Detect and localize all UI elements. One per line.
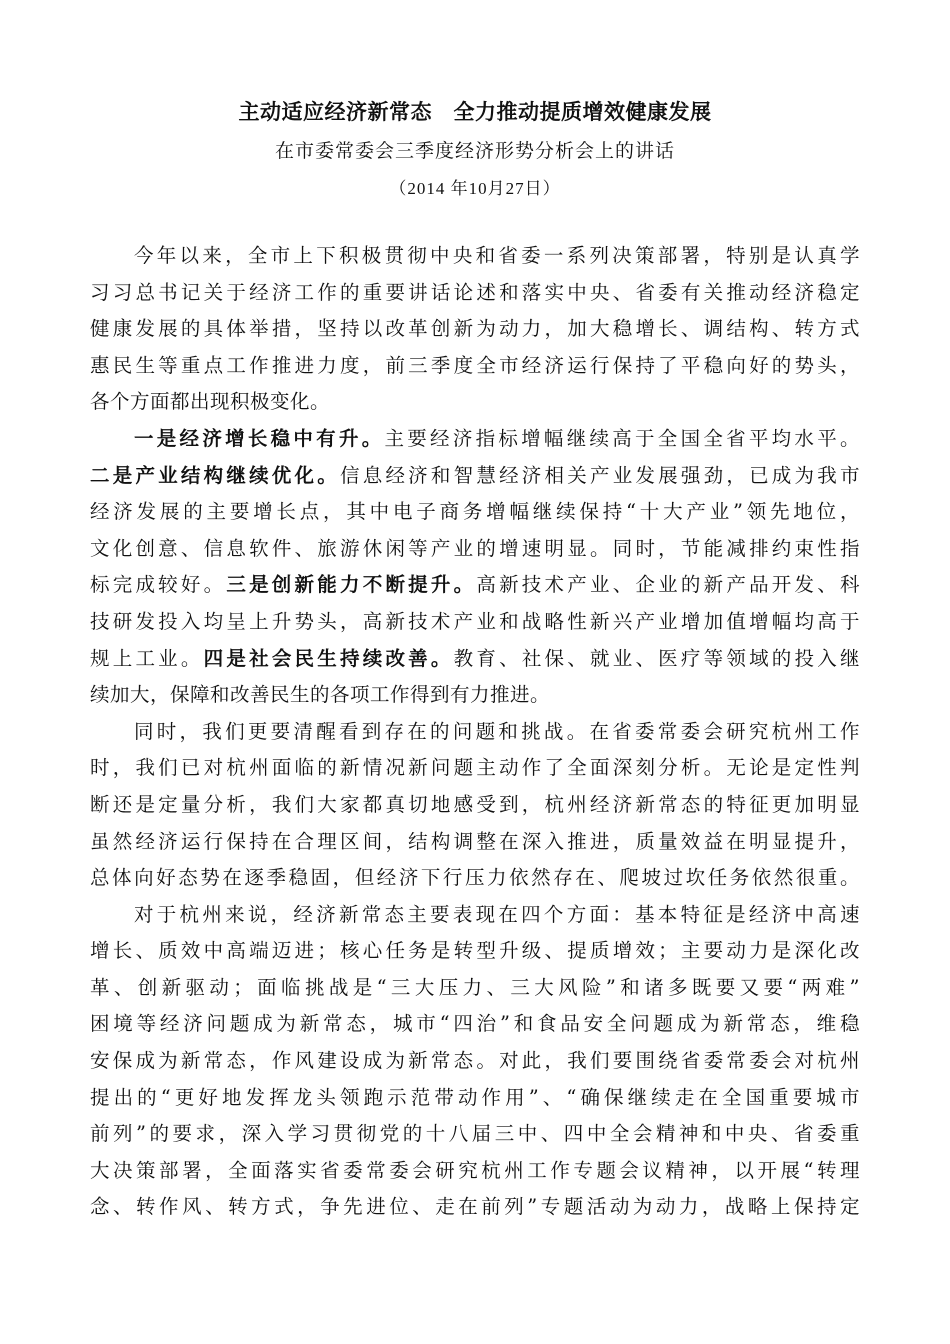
highlight-structure: 二是产业结构继续优化。 [90, 463, 340, 487]
highlight-growth: 一是经济增长稳中有升。 [134, 426, 385, 450]
paragraph-3-line: 总体向好态势在逐季稳固，但经济下行压力依然存在、爬坡过坎任务依然很重。 [90, 866, 860, 890]
paragraph-text: 标完成较好。 [90, 573, 227, 597]
paragraph-text: 主要经济指标增幅继续高于全国全省平均水平。 [384, 426, 860, 450]
paragraph-3-line: 同时，我们更要清醒看到存在的问题和挑战。在省委常委会研究杭州工作 [134, 719, 860, 743]
paragraph-3-line: 断还是定量分析，我们大家都真切地感受到，杭州经济新常态的特征更加明显 [90, 792, 860, 816]
document-subtitle: 在市委常委会三季度经济形势分析会上的讲话 [274, 140, 675, 162]
paragraph-2-line: 技研发投入均呈上升势头，高新技术产业和战略性新兴产业增加值增幅均高于 [90, 609, 860, 633]
paragraph-2-line: 经济发展的主要增长点，其中电子商务增幅继续保持“十大产业”领先地位， [90, 500, 860, 524]
paragraph-2-line [90, 567, 860, 604]
paragraph-1-line: 各个方面都出现积极变化。 [90, 390, 331, 414]
paragraph-4-line: 前列”的要求，深入学习贯彻党的十八届三中、四中全会精神和中央、省委重 [90, 1122, 860, 1146]
paragraph-4-line: 提出的“更好地发挥龙头领跑示范带动作用”、“确保继续走在全国重要城市 [90, 1085, 860, 1109]
paragraph-2-line: 续加大，保障和改善民生的各项工作得到有力推进。 [90, 683, 551, 707]
paragraph-4-line: 革、创新驱动；面临挑战是“三大压力、三大风险”和诸多既要又要“两难” [90, 975, 860, 999]
document-title: 主动适应经济新常态 全力推动提质增效健康发展 [238, 100, 712, 124]
paragraph-text: 规上工业。 [90, 646, 204, 670]
paragraph-text: 教育、社保、就业、医疗等领域的投入继 [453, 646, 860, 670]
document-date: （2014 年10月27日） [389, 179, 561, 198]
paragraph-text: 信息经济和智慧经济相关产业发展强劲，已成为我市 [340, 463, 860, 487]
paragraph-1-line: 健康发展的具体举措，坚持以改革创新为动力，加大稳增长、调结构、转方式 [90, 317, 860, 341]
paragraph-1-line: 习习总书记关于经济工作的重要讲话论述和落实中央、省委有关推动经济稳定 [90, 280, 860, 304]
paragraph-2-line [90, 458, 860, 495]
paragraph-3-line: 时，我们已对杭州面临的新情况新问题主动作了全面深刻分析。无论是定性判 [90, 756, 860, 780]
paragraph-4-line: 增长、质效中高端迈进；核心任务是转型升级、提质增效；主要动力是深化改 [90, 939, 860, 963]
paragraph-2-line [90, 421, 860, 458]
paragraph-4-line: 大决策部署，全面落实省委常委会研究杭州工作专题会议精神，以开展“转理 [90, 1158, 860, 1182]
paragraph-text: 高新技术产业、企业的新产品开发、科 [476, 573, 860, 597]
highlight-livelihood: 四是社会民生持续改善。 [203, 646, 454, 670]
paragraph-4-line: 对于杭州来说，经济新常态主要表现在四个方面：基本特征是经济中高速 [134, 902, 860, 926]
paragraph-3-line: 虽然经济运行保持在合理区间，结构调整在深入推进，质量效益在明显提升， [90, 829, 860, 853]
paragraph-2-line: 文化创意、信息软件、旅游休闲等产业的增速明显。同时，节能减排约束性指 [90, 536, 860, 560]
document-body [90, 238, 860, 1226]
paragraph-4-line: 安保成为新常态，作风建设成为新常态。对此，我们要围绕省委常委会对杭州 [90, 1049, 860, 1073]
paragraph-4-line: 念、转作风、转方式，争先进位、走在前列”专题活动为动力，战略上保持定 [90, 1195, 860, 1219]
paragraph-2-line [90, 641, 860, 678]
paragraph-1-line: 今年以来，全市上下积极贯彻中央和省委一系列决策部署，特别是认真学 [134, 244, 860, 267]
highlight-innovation: 三是创新能力不断提升。 [226, 573, 477, 597]
paragraph-1-line: 惠民生等重点工作推进力度，前三季度全市经济运行保持了平稳向好的势头， [90, 353, 860, 377]
paragraph-4-line: 困境等经济问题成为新常态，城市“四治”和食品安全问题成为新常态，维稳 [90, 1012, 860, 1036]
